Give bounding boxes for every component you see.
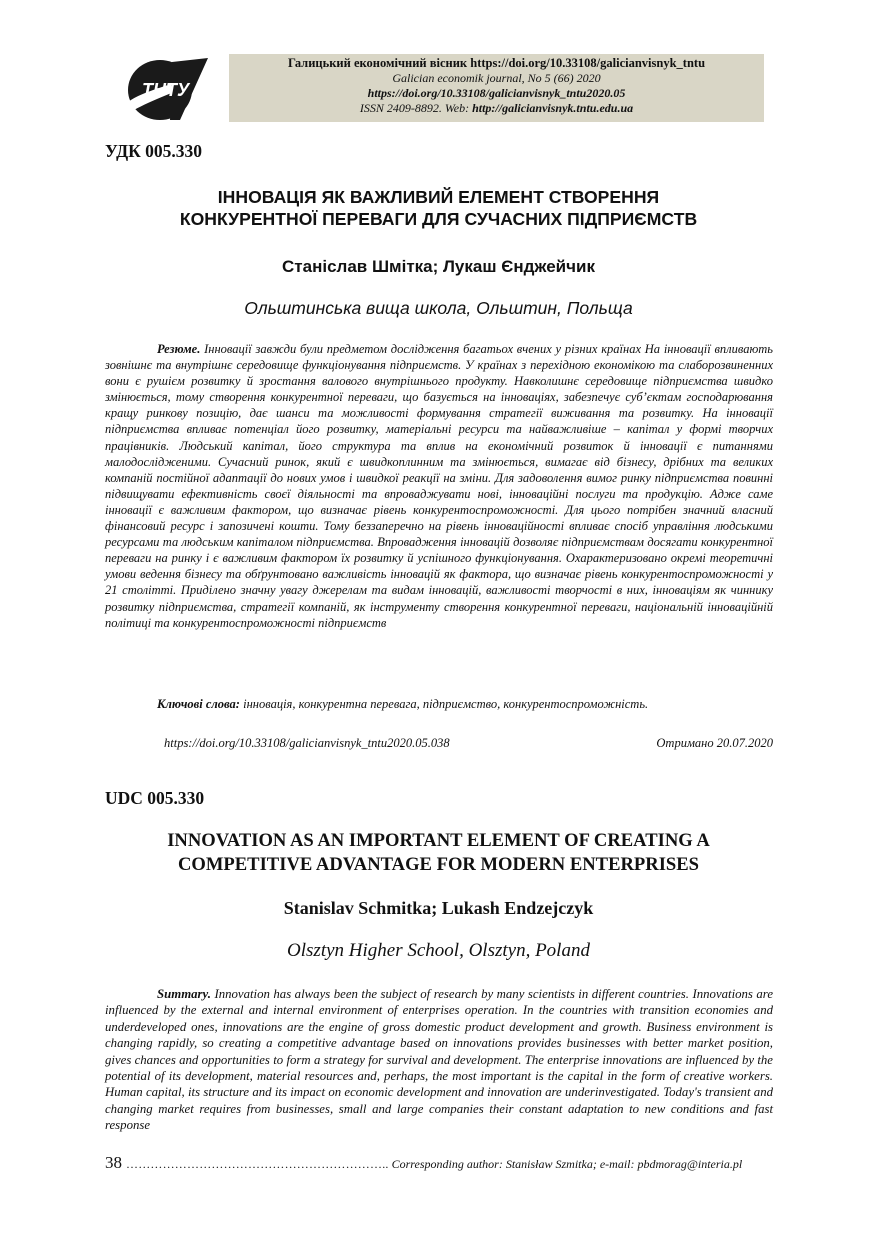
page-number: 38 xyxy=(105,1153,122,1172)
issue-doi: https://doi.org/10.33108/galicianvisnyk_tntu2020.05 xyxy=(367,86,626,100)
affiliation-en: Olsztyn Higher School, Olsztyn, Poland xyxy=(287,940,590,961)
keywords-ua-text: інновація, конкурентна перевага, підприємство, конкурентоспроможність. xyxy=(239,697,649,711)
journal-banner xyxy=(229,54,764,122)
journal-title-ua: Галицький економічний вісник https://doi.org/10.33108/galicianvisnyk_tntu xyxy=(287,56,706,70)
summary-en-label: Summary. xyxy=(157,987,211,1001)
udc-en: UDC 005.330 xyxy=(105,788,205,808)
journal-logo xyxy=(120,50,212,126)
issn-label: ISSN 2409-8892. Web: xyxy=(359,101,473,115)
abstract-ua-text: Інновації завжди були предметом дослідження багатьох вчених у різних країнах На інновації впливають зовнішнє та внутрішнє середовище функціонування підприємств. У країнах з перехідною економікою та слаборозвиненних вони є рушієм розвитку й зростання валового внутрішнього продукту. Навколишнє середовище підприємства швидко змінюється, тому створення конкурентної переваги, що базується на інноваціях, забезпечує суб’єктам господарювання кращу ринкову позицію, дає шанси та можливості формування стратегії виживання та розвитку. На інновації підприємства впливає потенціал його розвитку, матеріальні ресурси та найважливіше – капітал у формі творчих працівників. Людський капітал, його структура та вплив на економічний розвиток й інновації є питаннями малодослідженими. Сучасний ринок, який є швидкоплинним та змінюється, вимагає від бізнесу, дрібних та великих компаній постійної адаптації до нових умов і швидкої реакції на зміни. Для задоволення вимог ринку підприємства повинні підвищувати ефективність своєї діяльності та впроваджувати нові, інноваційні послуги та продукцію. Адже саме інновації є важливим фактором, що визначає рівень конкурентоспроможності. Для цього потрібен значний власний фінансовий ресурс і запозичені кошти. Тому беззаперечно на рівень інноваційності впливає спосіб управління людськими ресурсами та людським капіталом підприємства. Впровадження інновацій дозволяє підприємствам досягати конкурентної переваги на ринку і є важливим фактором їх розвитку й успішного функціонування. Охарактеризовано окремі теоретичні умови ведення бізнесу та обґрунтовано важливість інновацій як фактора, що визначає рівень конкурентоспроможності у 21 столітті. Приділено значну увагу джерелам та видам інновацій, важливості творчості в них, інноваціям як чиннику розвитку підприємства, стратегії компаній, як інструменту створення конкурентної переваги, національній інноваційній політиці та конкурентоспроможності підприємств xyxy=(105,342,773,630)
page-footer xyxy=(105,1153,773,1173)
title-en-line2: COMPETITIVE ADVANTAGE FOR MODERN ENTERPRISES xyxy=(177,854,700,875)
abstract-ua xyxy=(105,341,773,631)
title-ua-line2: КОНКУРЕНТНОЇ ПЕРЕВАГИ ДЛЯ СУЧАСНИХ ПІДПРИЄМСТВ xyxy=(179,209,698,229)
authors-ua: Станіслав Шмітка; Лукаш Єнджейчик xyxy=(282,257,595,276)
corresponding-author: Corresponding author: Stanisław Szmitka; e-mail: pbdmorag@interia.pl xyxy=(388,1157,743,1171)
summary-en xyxy=(105,986,773,1134)
journal-title-en: Galician economik journal, No 5 (66) 2020 xyxy=(392,71,601,85)
keywords-ua-label: Ключові слова: xyxy=(157,697,240,711)
title-ua-line1: ІННОВАЦІЯ ЯК ВАЖЛИВИЙ ЕЛЕМЕНТ СТВОРЕННЯ xyxy=(217,187,660,207)
title-en-line1: INNOVATION AS AN IMPORTANT ELEMENT OF CREATING A xyxy=(167,830,710,851)
journal-website-link[interactable]: http://galicianvisnyk.tntu.edu.ua xyxy=(472,101,634,115)
keywords-ua xyxy=(157,697,648,712)
article-doi[interactable]: https://doi.org/10.33108/galicianvisnyk_tntu2020.05.038 xyxy=(164,736,450,750)
logo-text: ТНТУ xyxy=(142,80,190,100)
udc-ua: УДК 005.330 xyxy=(105,141,203,161)
title-ua xyxy=(60,186,817,230)
received-date: Отримано 20.07.2020 xyxy=(656,736,773,750)
authors-en: Stanislav Schmitka; Lukash Endzejczyk xyxy=(283,898,594,918)
tntu-logo-icon xyxy=(120,50,212,126)
affiliation-ua: Ольштинська вища школа, Ольштин, Польща xyxy=(244,298,633,318)
title-en xyxy=(60,829,817,877)
issn-line xyxy=(229,101,764,116)
summary-en-text: Innovation has always been the subject of research by many scientists in different countries. Innovations are influenced by the external and internal environment of enterprises operation. In the countries with transition economies and underdeveloped ones, innovations are the engine of gross domestic product development and growth. Business environment is changing rapidly, so creating a competitive advantage based on innovations provides businesses with better market position, gives chances and opportunities to form a strategy for survival and development. The enterprise innovations are influenced by the potential of its development, material resources and, perhaps, the most important is the capital in the form of creative workers. Human capital, its structure and its impact on economic development and innovation are underinvestigated. Today's transient and changing market requires from businesses, small and large companies their constant adaptation to new conditions and fast response xyxy=(105,987,773,1133)
footer-leader-dots: ……………………………………………………….. xyxy=(126,1157,389,1171)
abstract-ua-label: Резюме. xyxy=(157,342,201,356)
